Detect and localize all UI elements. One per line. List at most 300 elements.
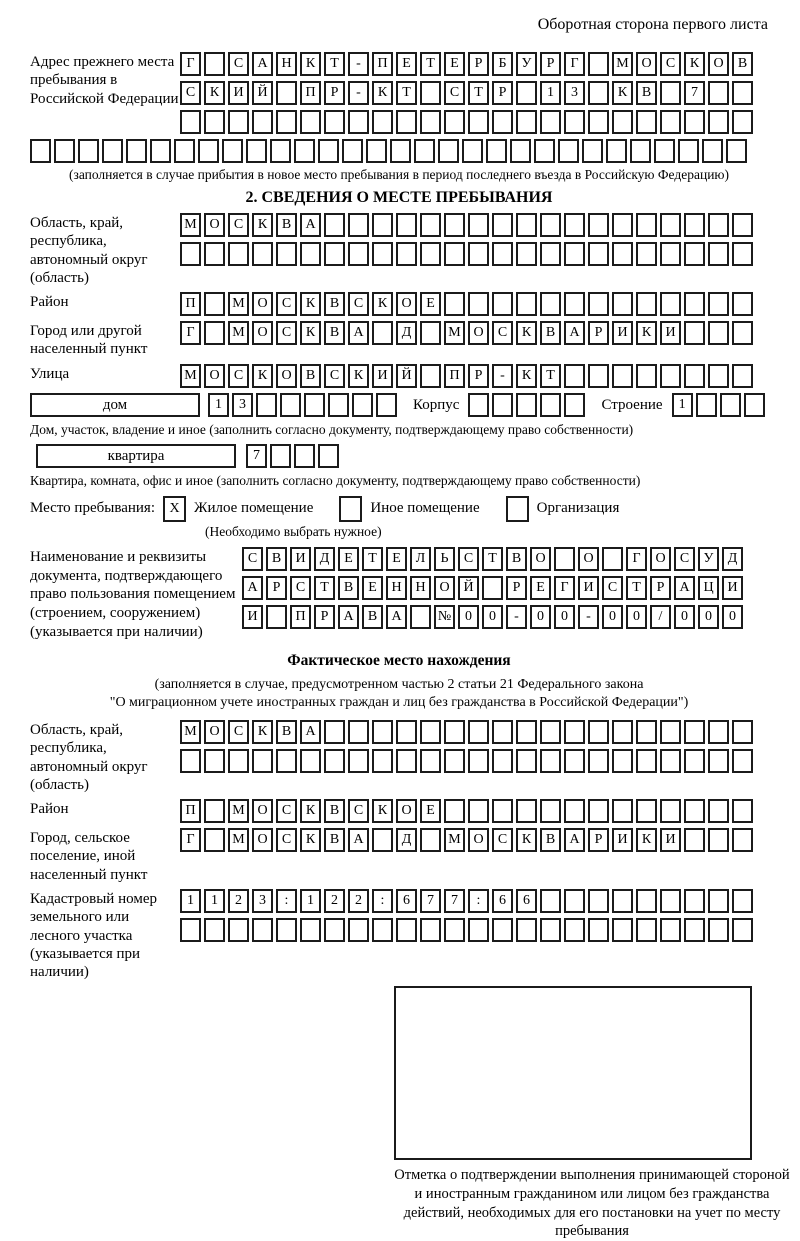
char-cell: [612, 110, 633, 134]
char-cell: Е: [386, 547, 407, 571]
char-cell: Т: [362, 547, 383, 571]
option-organization-label: Организация: [536, 500, 620, 517]
apartment-note: Квартира, комната, офис и иное (заполнить согласно документу, подтверждающему право собственности): [30, 472, 641, 488]
char-cell: 0: [554, 605, 575, 629]
char-cell: [684, 110, 705, 134]
char-cell: [348, 242, 369, 266]
checkbox-other-premises: [339, 496, 362, 522]
char-cell: [564, 918, 585, 942]
char-cell: В: [506, 547, 527, 571]
char-cell: С: [180, 81, 201, 105]
char-cell: А: [348, 828, 369, 852]
char-cell: С: [348, 292, 369, 316]
char-cell: [372, 242, 393, 266]
char-cell: Е: [420, 292, 441, 316]
char-cell: [612, 720, 633, 744]
char-cell: [174, 139, 195, 163]
char-cell: [660, 292, 681, 316]
actual-district-row: [180, 799, 753, 823]
char-cell: [588, 81, 609, 105]
char-cell: Д: [396, 828, 417, 852]
char-cell: 0: [602, 605, 623, 629]
char-cell: [420, 364, 441, 388]
char-cell: А: [564, 321, 585, 345]
char-cell: И: [612, 321, 633, 345]
char-cell: С: [348, 799, 369, 823]
char-cell: [444, 799, 465, 823]
char-cell: [420, 749, 441, 773]
char-cell: [396, 213, 417, 237]
char-cell: [420, 242, 441, 266]
char-cell: [540, 749, 561, 773]
char-cell: [558, 139, 579, 163]
char-cell: 7: [684, 81, 705, 105]
char-cell: 6: [396, 889, 417, 913]
char-cell: [300, 918, 321, 942]
char-cell: [348, 213, 369, 237]
char-cell: [324, 918, 345, 942]
char-cell: 6: [492, 889, 513, 913]
char-cell: [660, 799, 681, 823]
char-cell: И: [660, 321, 681, 345]
char-cell: [516, 393, 537, 417]
char-cell: К: [684, 52, 705, 76]
char-cell: О: [252, 292, 273, 316]
char-cell: [468, 720, 489, 744]
char-cell: С: [660, 52, 681, 76]
document-row-2: [242, 576, 743, 600]
char-cell: 3: [252, 889, 273, 913]
char-cell: [376, 393, 397, 417]
char-cell: Е: [530, 576, 551, 600]
char-cell: [318, 444, 339, 468]
char-cell: Р: [324, 81, 345, 105]
actual-region-row-1: [180, 720, 753, 744]
korpus-label: Корпус: [413, 396, 460, 413]
char-cell: С: [492, 321, 513, 345]
char-cell: [660, 81, 681, 105]
char-cell: 3: [564, 81, 585, 105]
char-cell: [564, 213, 585, 237]
char-cell: [540, 918, 561, 942]
char-cell: [444, 242, 465, 266]
char-cell: [540, 292, 561, 316]
char-cell: К: [252, 364, 273, 388]
char-cell: [276, 918, 297, 942]
char-cell: В: [266, 547, 287, 571]
char-cell: [492, 213, 513, 237]
char-cell: И: [242, 605, 263, 629]
char-cell: Р: [468, 52, 489, 76]
char-cell: О: [650, 547, 671, 571]
char-cell: [252, 918, 273, 942]
char-cell: [444, 292, 465, 316]
char-cell: Ь: [434, 547, 455, 571]
char-cell: [684, 242, 705, 266]
char-cell: 1: [180, 889, 201, 913]
char-cell: Р: [588, 828, 609, 852]
char-cell: Г: [564, 52, 585, 76]
char-cell: С: [228, 52, 249, 76]
char-cell: [372, 213, 393, 237]
char-cell: [732, 828, 753, 852]
section2-title: 2. СВЕДЕНИЯ О МЕСТЕ ПРЕБЫВАНИЯ: [245, 189, 553, 206]
char-cell: [708, 321, 729, 345]
char-cell: [684, 828, 705, 852]
char-cell: -: [492, 364, 513, 388]
char-cell: В: [324, 799, 345, 823]
char-cell: [540, 110, 561, 134]
char-cell: В: [324, 292, 345, 316]
char-cell: 2: [348, 889, 369, 913]
district-block: [30, 292, 768, 316]
char-cell: [126, 139, 147, 163]
char-cell: [516, 749, 537, 773]
char-cell: Т: [314, 576, 335, 600]
stroenie-cells: [672, 393, 765, 417]
char-cell: [612, 749, 633, 773]
char-cell: Ц: [698, 576, 719, 600]
char-cell: Р: [468, 364, 489, 388]
char-cell: [342, 139, 363, 163]
stroenie-label: Строение: [601, 396, 663, 413]
char-cell: [150, 139, 171, 163]
char-cell: В: [636, 81, 657, 105]
char-cell: Г: [180, 321, 201, 345]
char-cell: Г: [554, 576, 575, 600]
char-cell: [732, 213, 753, 237]
char-cell: [420, 720, 441, 744]
street-label: Улица: [30, 365, 70, 382]
char-cell: [540, 393, 561, 417]
char-cell: [708, 889, 729, 913]
char-cell: [102, 139, 123, 163]
char-cell: [492, 918, 513, 942]
char-cell: [588, 799, 609, 823]
char-cell: [720, 393, 741, 417]
char-cell: [438, 139, 459, 163]
char-cell: Н: [386, 576, 407, 600]
char-cell: [612, 213, 633, 237]
char-cell: Е: [362, 576, 383, 600]
char-cell: П: [180, 799, 201, 823]
char-cell: Т: [626, 576, 647, 600]
char-cell: [540, 720, 561, 744]
char-cell: [516, 292, 537, 316]
actual-location-note: (заполняется в случае, предусмотренном частью 2 статьи 21 Федерального закона "О миграционном учете иностранных граждан и лиц без гражданства в Российской Федерации"): [109, 676, 689, 710]
prev-address-rows: [180, 52, 753, 134]
char-cell: [352, 393, 373, 417]
char-cell: [204, 828, 225, 852]
char-cell: [324, 110, 345, 134]
char-cell: Д: [396, 321, 417, 345]
cadastre-block: [30, 889, 768, 981]
char-cell: А: [300, 720, 321, 744]
char-cell: [348, 110, 369, 134]
char-cell: [348, 918, 369, 942]
char-cell: [420, 828, 441, 852]
prev-address-block: [30, 52, 768, 134]
char-cell: В: [540, 321, 561, 345]
char-cell: М: [612, 52, 633, 76]
confirmation-mark-box: [394, 986, 752, 1160]
char-cell: 0: [722, 605, 743, 629]
char-cell: [684, 749, 705, 773]
char-cell: [204, 242, 225, 266]
char-cell: [256, 393, 277, 417]
char-cell: Н: [410, 576, 431, 600]
apartment-cells: [246, 444, 339, 468]
char-cell: [516, 81, 537, 105]
char-cell: [204, 799, 225, 823]
cadastre-row-2: [180, 918, 753, 942]
house-block: [30, 393, 768, 417]
char-cell: [516, 720, 537, 744]
char-cell: А: [348, 321, 369, 345]
char-cell: О: [252, 828, 273, 852]
char-cell: [660, 364, 681, 388]
char-cell: Г: [180, 52, 201, 76]
city-block: [30, 321, 768, 359]
region-row-2: [180, 242, 753, 266]
char-cell: [540, 889, 561, 913]
char-cell: [636, 720, 657, 744]
char-cell: [304, 393, 325, 417]
char-cell: Т: [482, 547, 503, 571]
char-cell: [702, 139, 723, 163]
region-label: Область, край, республика, автономный округ (область): [30, 215, 148, 286]
char-cell: О: [252, 321, 273, 345]
char-cell: [468, 799, 489, 823]
char-cell: А: [252, 52, 273, 76]
char-cell: Т: [396, 81, 417, 105]
char-cell: [516, 110, 537, 134]
char-cell: 2: [228, 889, 249, 913]
char-cell: [684, 292, 705, 316]
char-cell: [660, 213, 681, 237]
char-cell: [252, 749, 273, 773]
char-cell: [444, 213, 465, 237]
char-cell: О: [434, 576, 455, 600]
char-cell: И: [722, 576, 743, 600]
actual-location-title: Фактическое место нахождения: [287, 651, 511, 669]
char-cell: [636, 749, 657, 773]
char-cell: [468, 292, 489, 316]
region-row-1: [180, 213, 753, 237]
char-cell: [732, 889, 753, 913]
char-cell: В: [324, 321, 345, 345]
char-cell: [602, 547, 623, 571]
region-block: [30, 213, 768, 287]
char-cell: [588, 213, 609, 237]
char-cell: [708, 828, 729, 852]
char-cell: [396, 918, 417, 942]
char-cell: И: [228, 81, 249, 105]
prev-address-note: (заполняется в случае прибытия в новое место пребывания в период последнего въезда в Российскую Федерацию): [68, 167, 730, 182]
char-cell: [420, 213, 441, 237]
char-cell: [318, 139, 339, 163]
char-cell: К: [204, 81, 225, 105]
char-cell: [468, 242, 489, 266]
char-cell: [744, 393, 765, 417]
char-cell: Р: [492, 81, 513, 105]
char-cell: [180, 110, 201, 134]
char-cell: 0: [482, 605, 503, 629]
actual-city-label: Город, сельское поселение, иной населенный пункт: [30, 830, 148, 883]
char-cell: [420, 81, 441, 105]
char-cell: К: [300, 799, 321, 823]
option-other-premises-label: Иное помещение: [370, 500, 480, 517]
char-cell: С: [290, 576, 311, 600]
char-cell: [294, 444, 315, 468]
prev-address-row-2: [180, 81, 753, 105]
char-cell: [708, 242, 729, 266]
char-cell: [444, 720, 465, 744]
char-cell: И: [578, 576, 599, 600]
char-cell: [654, 139, 675, 163]
char-cell: П: [444, 364, 465, 388]
char-cell: [270, 139, 291, 163]
char-cell: :: [372, 889, 393, 913]
char-cell: Р: [314, 605, 335, 629]
char-cell: [348, 720, 369, 744]
char-cell: О: [530, 547, 551, 571]
char-cell: 0: [698, 605, 719, 629]
char-cell: [564, 364, 585, 388]
char-cell: У: [516, 52, 537, 76]
char-cell: [276, 110, 297, 134]
char-cell: -: [348, 52, 369, 76]
char-cell: Р: [506, 576, 527, 600]
char-cell: А: [242, 576, 263, 600]
house-number-cells: [208, 393, 397, 417]
char-cell: [612, 292, 633, 316]
char-cell: О: [636, 52, 657, 76]
char-cell: Т: [468, 81, 489, 105]
char-cell: [180, 918, 201, 942]
char-cell: [612, 918, 633, 942]
actual-region-block: [30, 720, 768, 794]
char-cell: К: [372, 81, 393, 105]
char-cell: М: [228, 292, 249, 316]
char-cell: Т: [540, 364, 561, 388]
char-cell: Д: [722, 547, 743, 571]
char-cell: [732, 749, 753, 773]
char-cell: [636, 292, 657, 316]
char-cell: С: [492, 828, 513, 852]
char-cell: [78, 139, 99, 163]
char-cell: 1: [208, 393, 229, 417]
char-cell: С: [228, 720, 249, 744]
char-cell: В: [732, 52, 753, 76]
char-cell: А: [386, 605, 407, 629]
char-cell: Д: [314, 547, 335, 571]
char-cell: 0: [458, 605, 479, 629]
char-cell: Е: [420, 799, 441, 823]
char-cell: К: [612, 81, 633, 105]
char-cell: [660, 720, 681, 744]
char-cell: Н: [276, 52, 297, 76]
char-cell: [444, 749, 465, 773]
prev-address-row-4: [30, 139, 768, 163]
district-label: Район: [30, 294, 69, 311]
char-cell: [564, 292, 585, 316]
char-cell: [276, 81, 297, 105]
char-cell: К: [300, 52, 321, 76]
char-cell: -: [506, 605, 527, 629]
char-cell: /: [650, 605, 671, 629]
char-cell: [726, 139, 747, 163]
char-cell: [612, 799, 633, 823]
char-cell: [492, 242, 513, 266]
char-cell: [222, 139, 243, 163]
char-cell: [684, 720, 705, 744]
char-cell: [636, 110, 657, 134]
char-cell: О: [276, 364, 297, 388]
char-cell: 7: [246, 444, 267, 468]
char-cell: К: [300, 321, 321, 345]
char-cell: [204, 52, 225, 76]
char-cell: [564, 889, 585, 913]
char-cell: [564, 720, 585, 744]
char-cell: [684, 918, 705, 942]
char-cell: И: [372, 364, 393, 388]
apartment-block: [30, 444, 768, 468]
prev-address-row-3: [180, 110, 753, 134]
char-cell: В: [300, 364, 321, 388]
char-cell: [516, 918, 537, 942]
house-note: Дом, участок, владение и иное (заполнить согласно документу, подтверждающему право собственности): [30, 421, 634, 437]
apartment-type-box: квартира: [36, 444, 236, 468]
char-cell: [582, 139, 603, 163]
char-cell: Р: [540, 52, 561, 76]
char-cell: [636, 364, 657, 388]
char-cell: У: [698, 547, 719, 571]
char-cell: А: [674, 576, 695, 600]
char-cell: К: [252, 720, 273, 744]
char-cell: [414, 139, 435, 163]
char-cell: :: [276, 889, 297, 913]
char-cell: М: [180, 213, 201, 237]
char-cell: [564, 749, 585, 773]
char-cell: 7: [444, 889, 465, 913]
char-cell: -: [578, 605, 599, 629]
char-cell: Б: [492, 52, 513, 76]
char-cell: [396, 749, 417, 773]
char-cell: [300, 110, 321, 134]
char-cell: [372, 110, 393, 134]
char-cell: [516, 242, 537, 266]
char-cell: [204, 110, 225, 134]
char-cell: Г: [626, 547, 647, 571]
char-cell: [708, 110, 729, 134]
char-cell: П: [290, 605, 311, 629]
document-label: Наименование и реквизиты документа, подтверждающего право пользования помещением (строением, сооружением) (указывается при наличии): [30, 548, 236, 640]
char-cell: [564, 242, 585, 266]
char-cell: [492, 393, 513, 417]
char-cell: [492, 799, 513, 823]
char-cell: С: [444, 81, 465, 105]
stay-type-note: (Необходимо выбрать нужное): [205, 523, 382, 539]
document-row-3: [242, 605, 743, 629]
char-cell: [468, 918, 489, 942]
checkbox-residential: X: [163, 496, 186, 522]
char-cell: [462, 139, 483, 163]
char-cell: [540, 799, 561, 823]
char-cell: [396, 110, 417, 134]
char-cell: [708, 81, 729, 105]
char-cell: С: [228, 364, 249, 388]
